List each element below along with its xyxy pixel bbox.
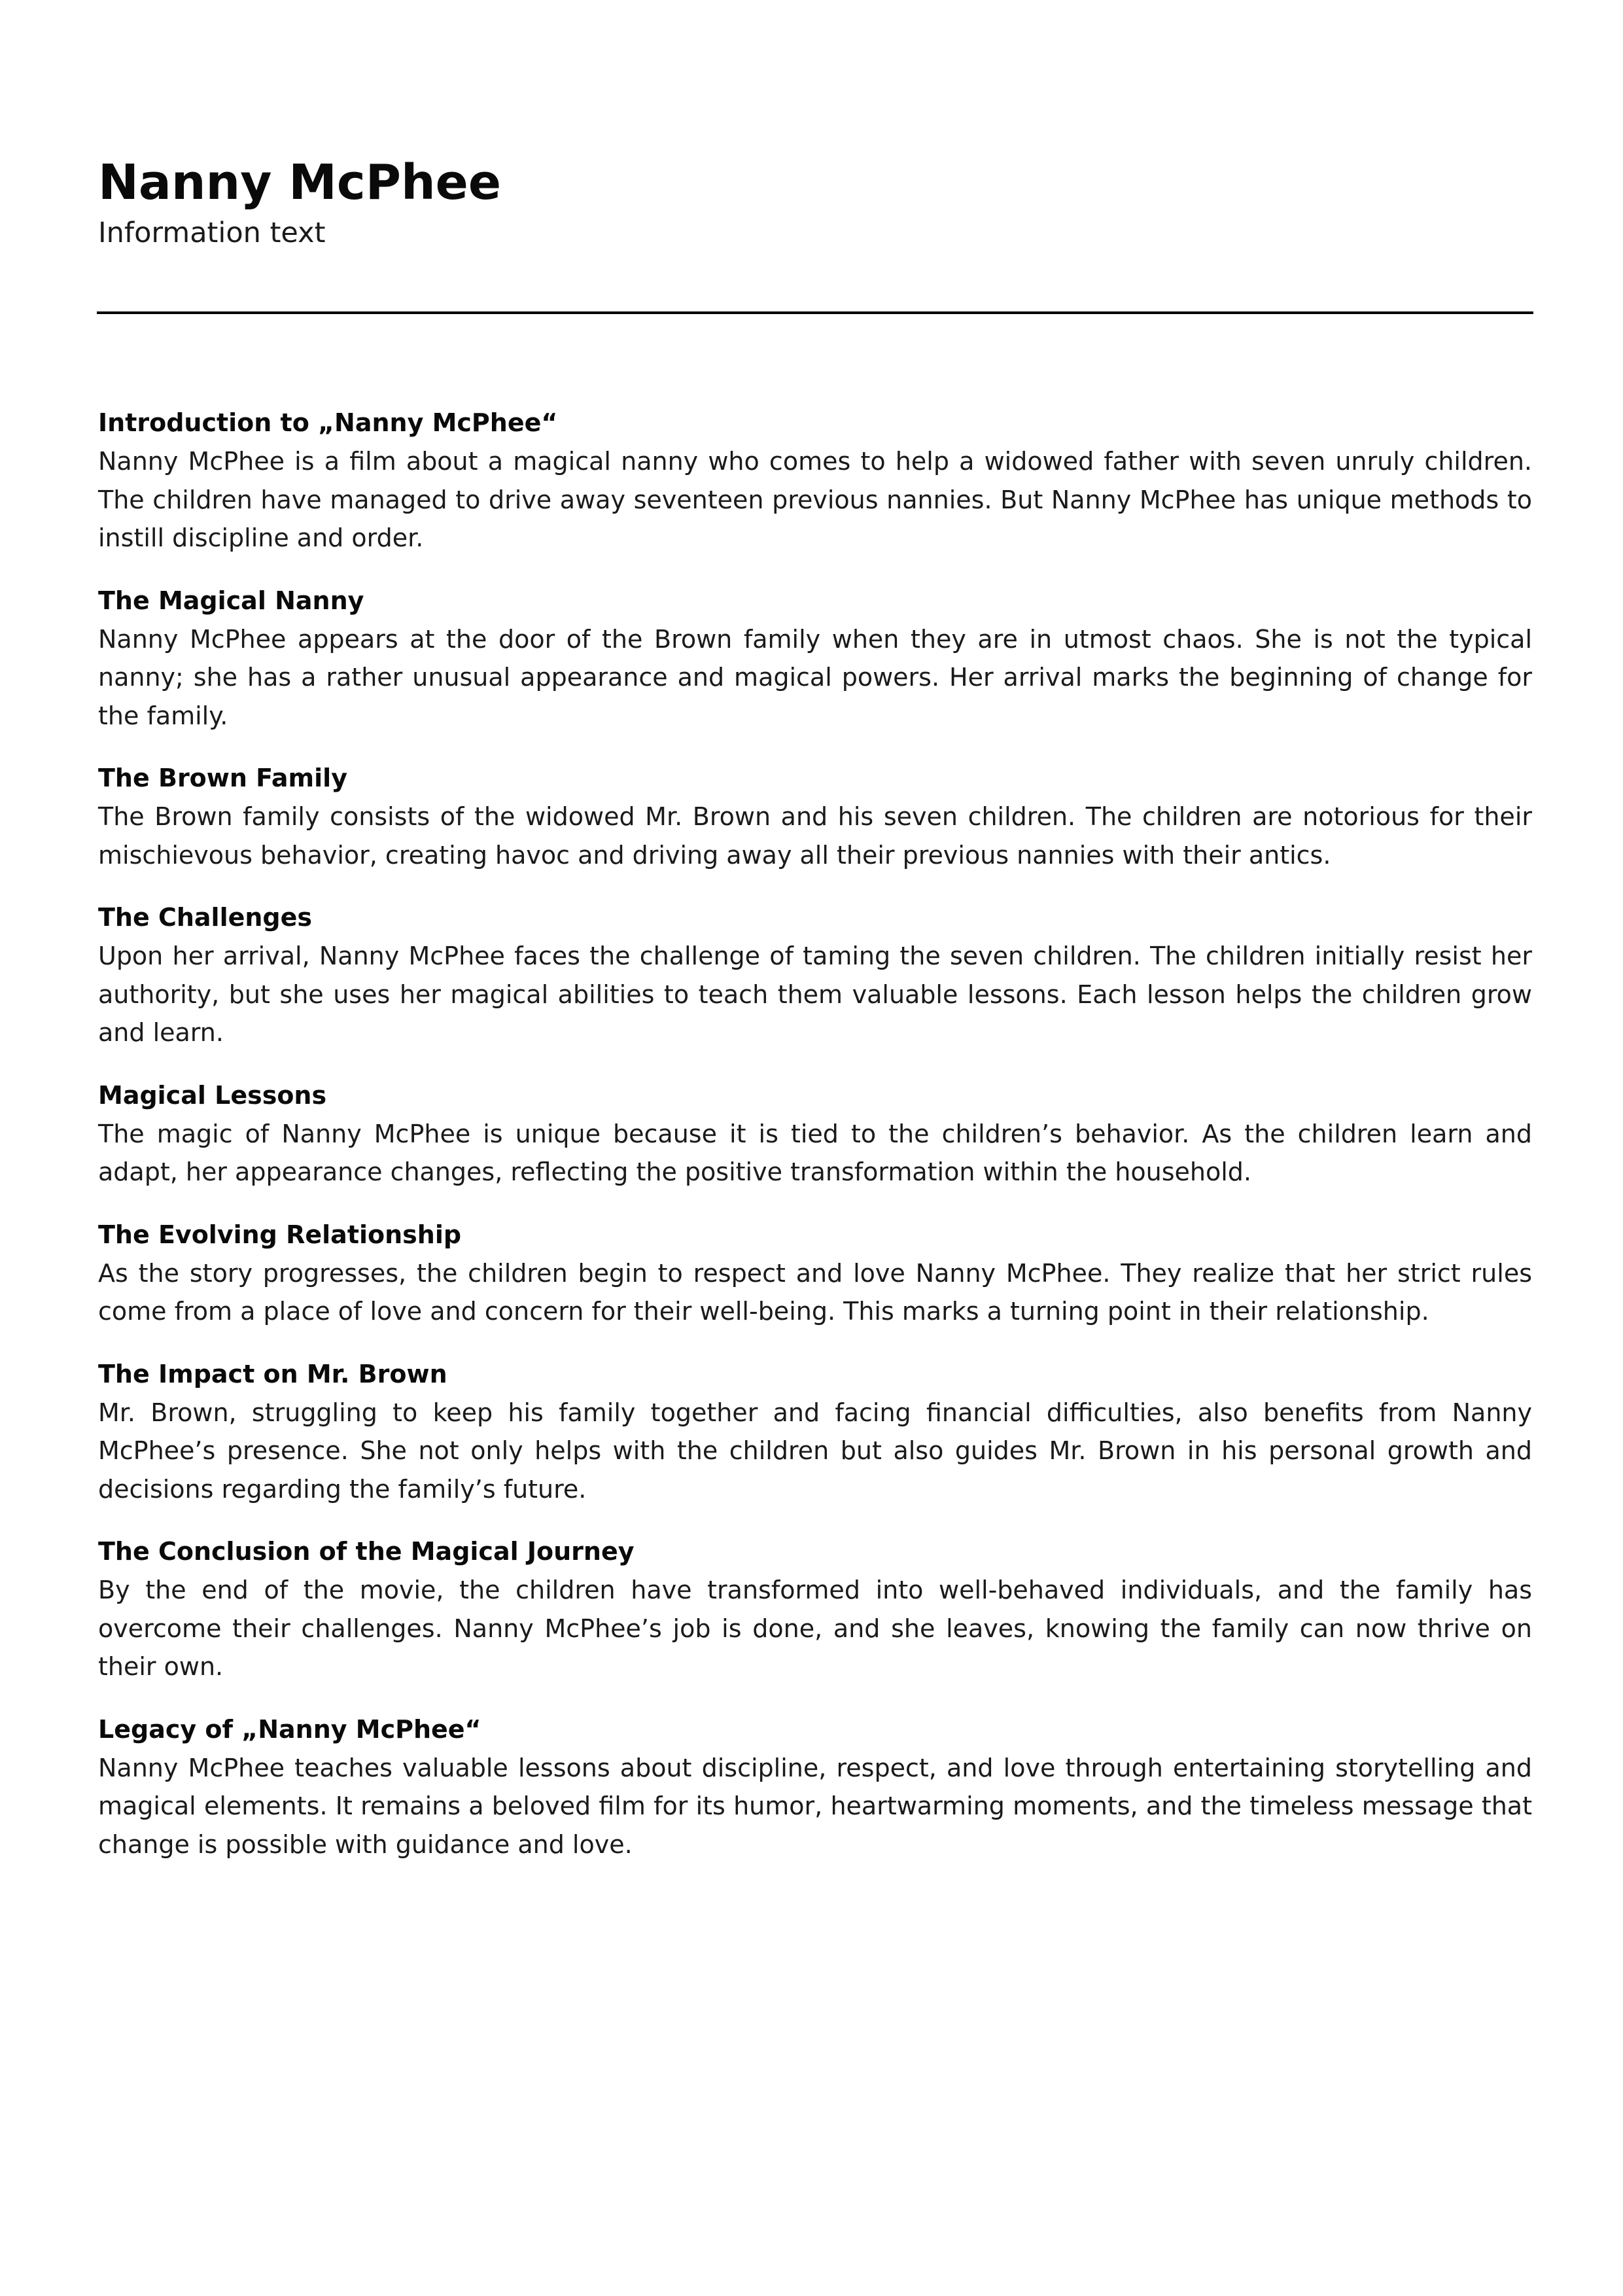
- section-heading: The Evolving Relationship: [98, 1220, 462, 1249]
- section-paragraph: As the story progresses, the children begin to respect and love Nanny McPhee. They realize that her strict rules come from a place of love and concern for their well-being. This marks a turning point in their relationship.: [98, 1258, 1532, 1326]
- section-paragraph: Mr. Brown, struggling to keep his family together and facing financial difficulties, also benefits from Nanny McPhee’s presence. She not only helps with the children but also guides Mr. Brown in his personal growth and decisions regarding the family’s future.: [98, 1398, 1532, 1504]
- section-paragraph: Nanny McPhee teaches valuable lessons about discipline, respect, and love through entertaining storytelling and magical elements. It remains a beloved film for its humor, heartwarming moments, and the timeless message that change is possible with guidance and love.: [98, 1753, 1532, 1859]
- section-heading: The Impact on Mr. Brown: [98, 1359, 447, 1388]
- title-divider: [97, 311, 1533, 314]
- section-paragraph: The Brown family consists of the widowed Mr. Brown and his seven children. The children are notorious for their mischievous behavior, creating havoc and driving away all their previous nannies with their antics.: [98, 802, 1532, 870]
- document-body: [98, 403, 1532, 1887]
- section-magical-lessons: [98, 1076, 1532, 1192]
- section-heading: Magical Lessons: [98, 1080, 327, 1110]
- section-conclusion: [98, 1532, 1532, 1686]
- section-paragraph: The magic of Nanny McPhee is unique because it is tied to the children’s behavior. As the children learn and adapt, her appearance changes, reflecting the positive transformation within the household.: [98, 1119, 1532, 1186]
- section-paragraph: Nanny McPhee appears at the door of the Brown family when they are in utmost chaos. She is not the typical nanny; she has a rather unusual appearance and magical powers. Her arrival marks the beginning of change for the family.: [98, 624, 1532, 730]
- section-paragraph: By the end of the movie, the children have transformed into well-behaved individuals, and the family has overcome their challenges. Nanny McPhee’s job is done, and she leaves, knowing the family can now thrive on their own.: [98, 1576, 1532, 1681]
- section-impact-on-mr-brown: [98, 1354, 1532, 1509]
- section-introduction: [98, 403, 1532, 557]
- section-heading: The Challenges: [98, 903, 313, 932]
- document-title: Nanny McPhee: [98, 154, 502, 211]
- section-heading: Introduction to „Nanny McPhee“: [98, 408, 558, 437]
- section-evolving-relationship: [98, 1215, 1532, 1331]
- document-subtitle: Information text: [98, 217, 326, 249]
- section-brown-family: [98, 758, 1532, 874]
- section-paragraph: Upon her arrival, Nanny McPhee faces the challenge of taming the seven children. The children initially resist her authority, but she uses her magical abilities to teach them valuable lessons. Each lesson helps the children grow and learn.: [98, 942, 1532, 1047]
- section-legacy: [98, 1710, 1532, 1864]
- section-paragraph: Nanny McPhee is a film about a magical nanny who comes to help a widowed father with seven unruly children. The children have managed to drive away seventeen previous nannies. But Nanny McPhee has unique methods to instill discipline and order.: [98, 447, 1532, 552]
- section-magical-nanny: [98, 581, 1532, 735]
- section-heading: The Conclusion of the Magical Journey: [98, 1537, 635, 1566]
- section-heading: Legacy of „Nanny McPhee“: [98, 1714, 481, 1744]
- section-challenges: [98, 898, 1532, 1052]
- section-heading: The Magical Nanny: [98, 586, 364, 615]
- section-heading: The Brown Family: [98, 764, 347, 792]
